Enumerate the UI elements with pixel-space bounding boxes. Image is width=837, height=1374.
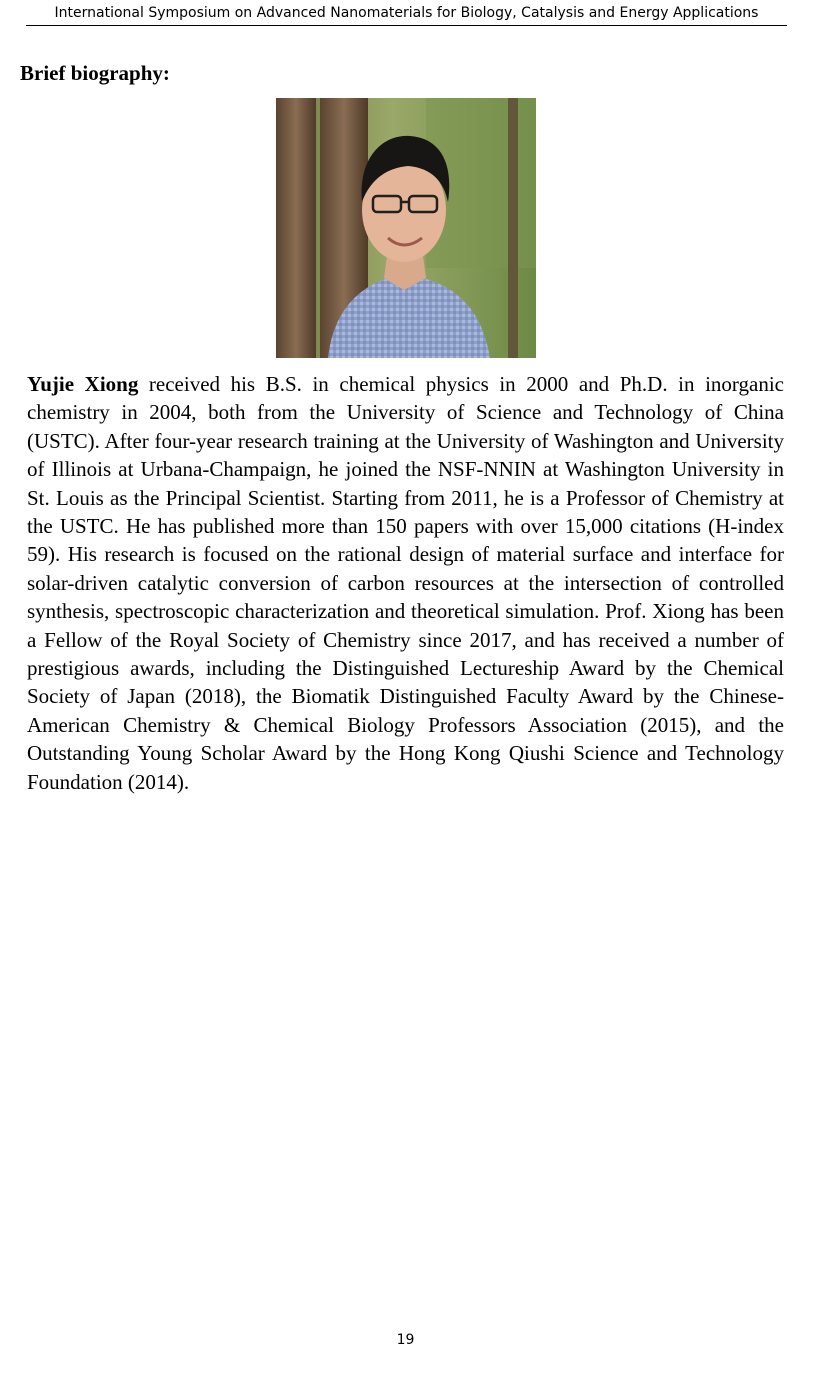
running-header: International Symposium on Advanced Nanomaterials for Biology, Catalysis and Energy Applications [26,0,787,26]
page-number: 19 [396,1332,415,1348]
biography-paragraph [27,370,784,796]
biography-name: Yujie Xiong [27,372,139,396]
photo-tree-trunk-left [276,98,316,358]
section-heading: Brief biography: [20,61,170,85]
portrait-photo [276,98,536,358]
photo-tree-trunk-right [508,98,518,358]
biography-text: received his B.S. in chemical physics in 2000 and Ph.D. in inorganic chemistry in 2004, both from the University of Science and Technology of China (USTC). After four-year research training at the University of Washington and University of Illinois at Urbana-Champaign, he joined the NSF-NNIN at Washington University in St. Louis as the Principal Scientist. Starting from 2011, he is a Professor of Chemistry at the USTC. He has published more than 150 papers with over 15,000 citations (H-index 59). His research is focused on the rational design of material surface and interface for solar-driven catalytic conversion of carbon resources at the intersection of controlled synthesis, spectroscopic characterization and theoretical simulation. Prof. Xiong has been a Fellow of the Royal Society of Chemistry since 2017, and has received a number of prestigious awards, including the Distinguished Lectureship Award by the Chemical Society of Japan (2018), the Biomatik Distinguished Faculty Award by the Chinese-American Chemistry & Chemical Biology Professors Association (2015), and the Outstanding Young Scholar Award by the Hong Kong Qiushi Science and Technology Foundation (2014). [27,372,784,794]
